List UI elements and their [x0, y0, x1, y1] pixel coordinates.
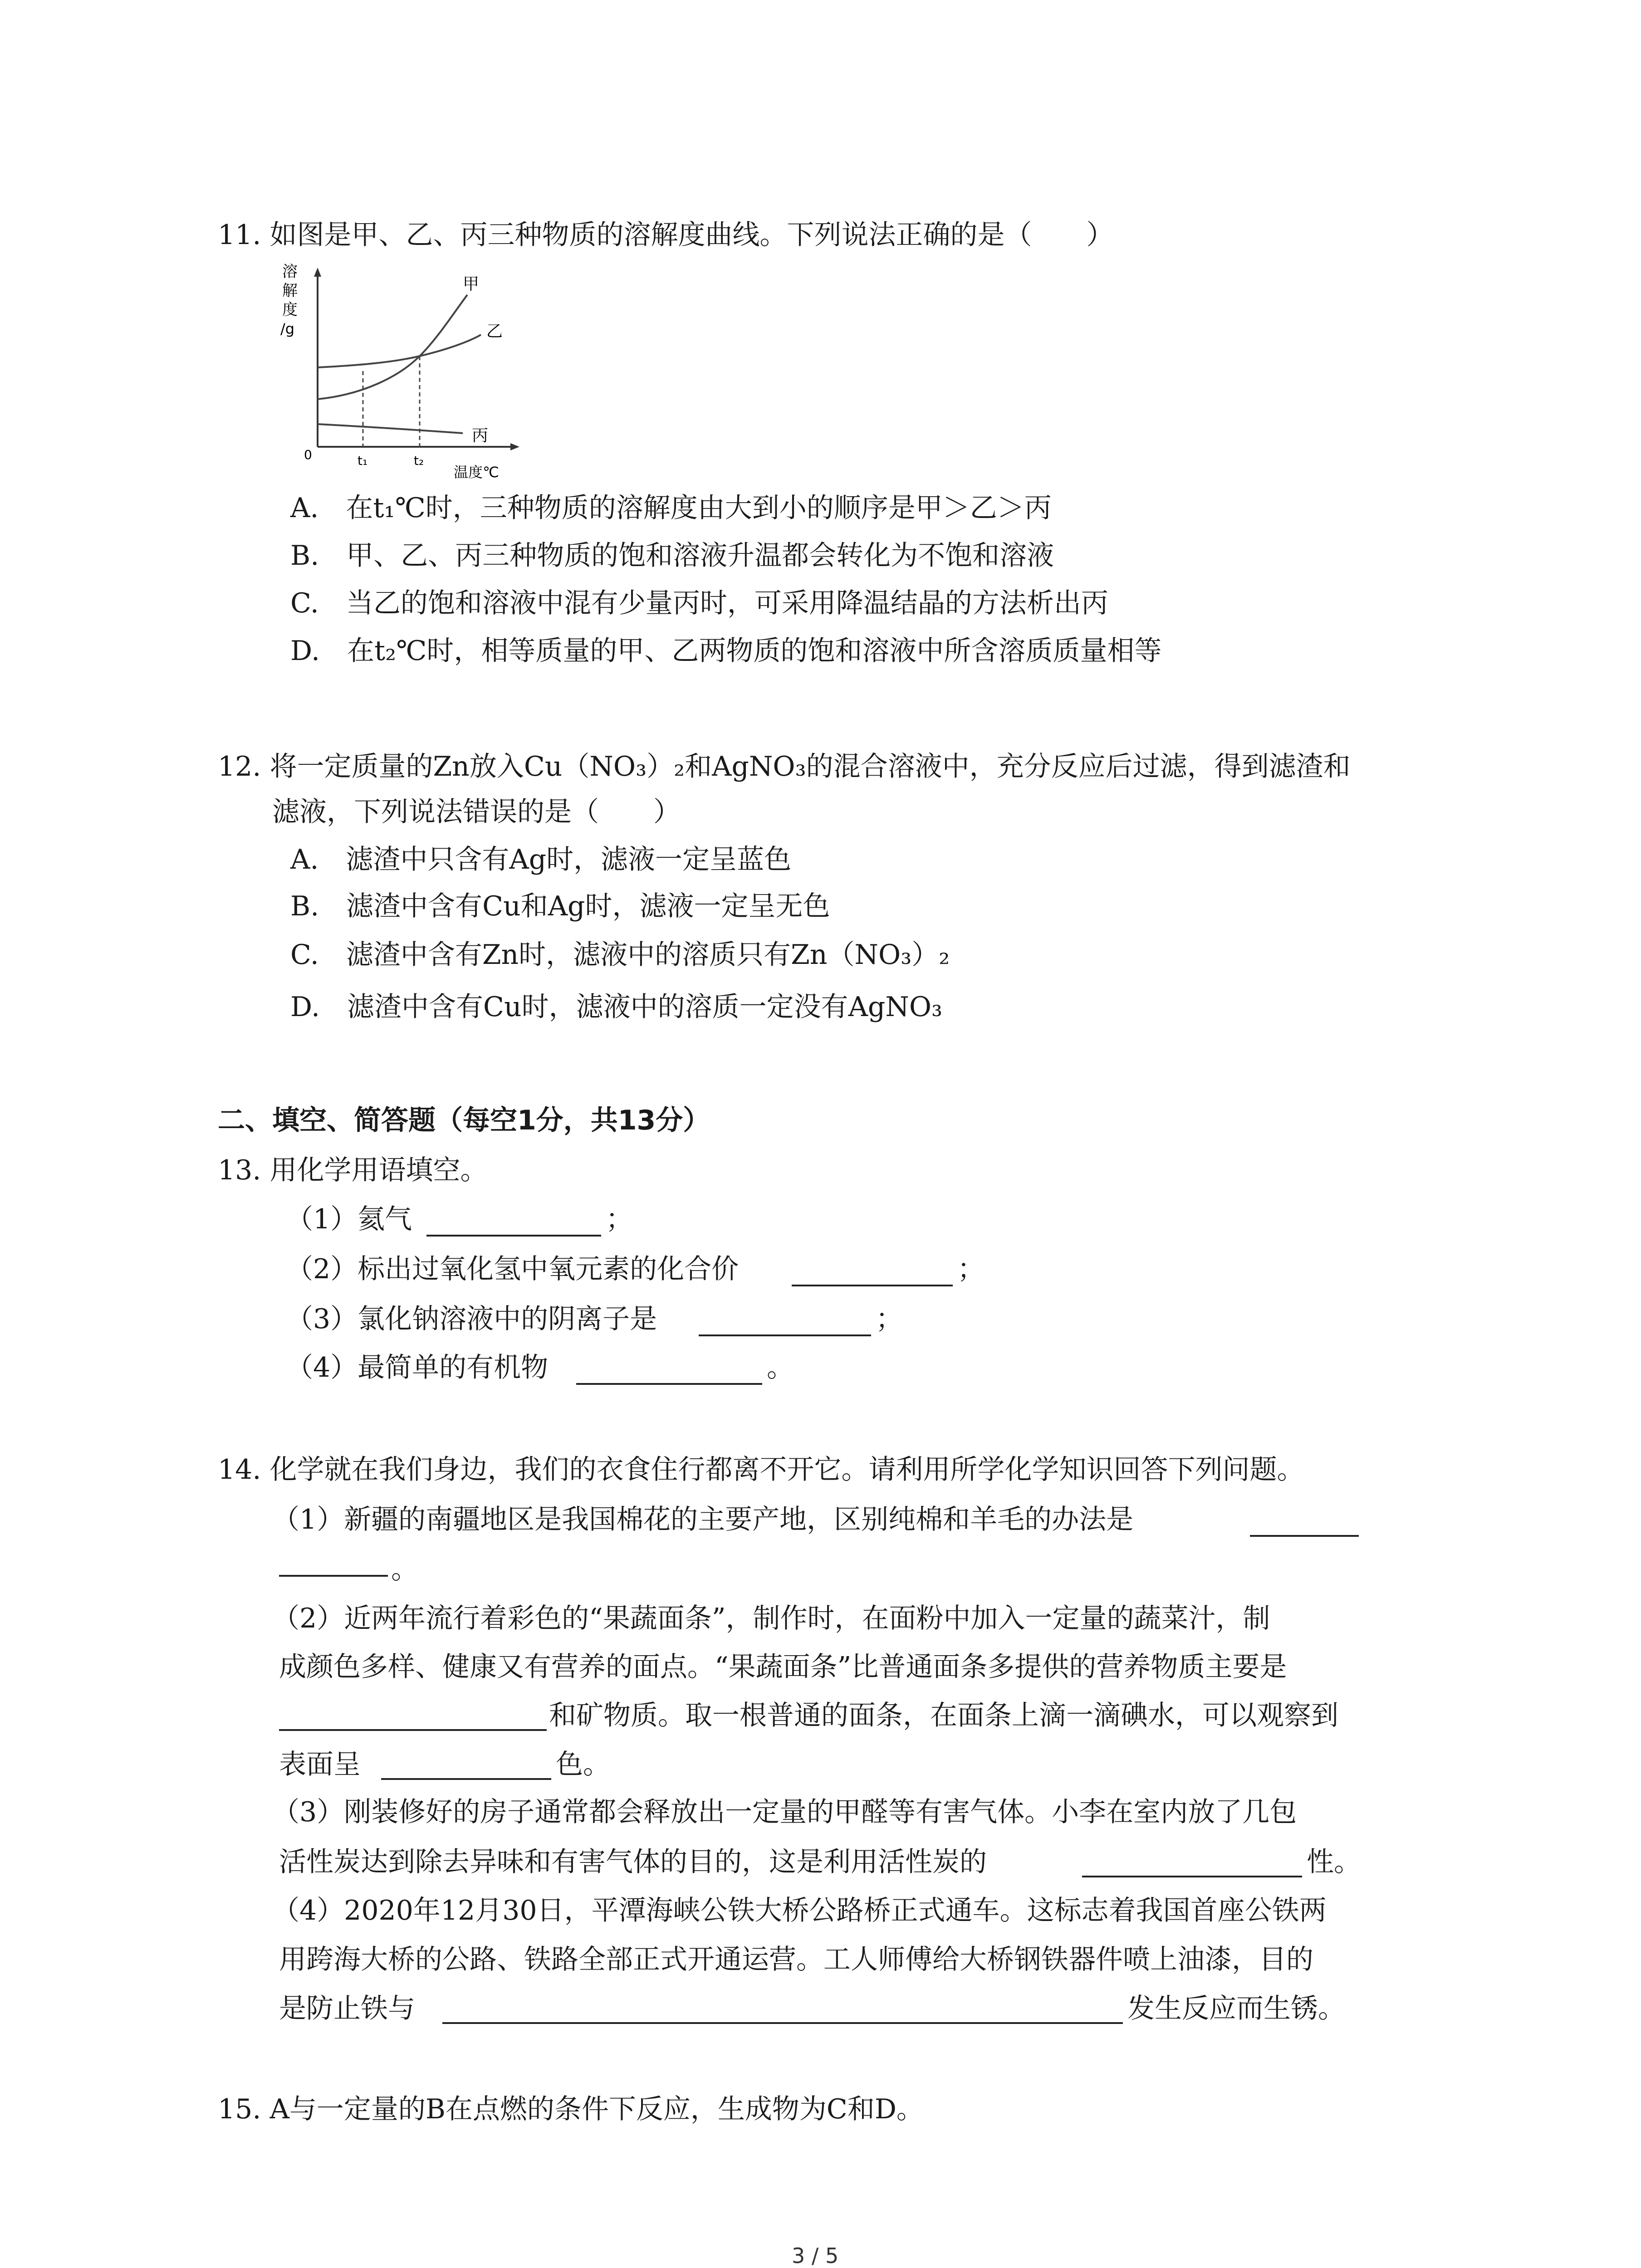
page-number: 3 / 5: [792, 2244, 839, 2268]
t1-label: t₁: [358, 453, 368, 468]
q13-blank2[interactable]: [792, 1285, 953, 1286]
curve-jia: [318, 295, 467, 399]
q12-stem-line1: 12. 将一定质量的Zn放入Cu（NO₃）₂和AgNO₃的混合溶液中，充分反应后过滤，得到滤渣和: [218, 751, 1351, 782]
q14-part1-line1: （1）新疆的南疆地区是我国棉花的主要产地，区别纯棉和羊毛的办法是: [272, 1504, 1134, 1535]
series-label-bing: 丙: [472, 426, 489, 445]
q15-stem: 15. A与一定量的B在点燃的条件下反应，生成物为C和D。: [218, 2093, 924, 2125]
q14-part2-line2: 成颜色多样、健康又有营养的面点。“果蔬面条”比普通面条多提供的营养物质主要是: [279, 1651, 1287, 1683]
q13-part2-end: ；: [957, 1253, 985, 1285]
q12-option-a: A. 滤渣中只含有Ag时，滤液一定呈蓝色: [290, 844, 792, 875]
q13-blank1[interactable]: [426, 1235, 601, 1237]
q14-stem: 14. 化学就在我们身边，我们的衣食住行都离不开它。请利用所学化学知识回答下列问题。: [218, 1454, 1304, 1486]
q13-stem: 13. 用化学用语填空。: [218, 1154, 488, 1186]
curve-yi: [318, 335, 481, 367]
series-label-yi: 乙: [486, 322, 503, 341]
t2-label: t₂: [414, 453, 424, 468]
q13-part4: （4）最简单的有机物: [286, 1352, 549, 1383]
chart-xlabel: 温度℃: [454, 464, 499, 481]
q14-blank2-b[interactable]: [381, 1778, 551, 1780]
chart-x-arrow: [510, 443, 519, 450]
q11-option-a: A. 在t₁℃时，三种物质的溶解度由大到小的顺序是甲＞乙＞丙: [290, 492, 1052, 524]
q13-part1-end: ；: [606, 1203, 633, 1235]
chart-ylabel-4: /g: [280, 320, 295, 337]
q11-stem: 11. 如图是甲、乙、丙三种物质的溶解度曲线。下列说法正确的是（ ）: [218, 219, 1114, 251]
q14-blank2-a[interactable]: [279, 1729, 547, 1731]
q14-part4-line3: 是防止铁与: [279, 1993, 415, 2024]
chart-y-arrow: [314, 268, 321, 277]
q14-blank4[interactable]: [442, 2022, 1123, 2024]
chart-origin: 0: [304, 447, 312, 462]
q13-part4-end: 。: [767, 1352, 794, 1383]
q13-part1: （1）氦气: [286, 1203, 412, 1235]
q14-blank1-b[interactable]: [279, 1575, 388, 1577]
q14-part2-end: 色。: [556, 1749, 610, 1780]
q13-part2: （2）标出过氧化氢中氧元素的化合价: [286, 1253, 739, 1285]
chart-ylabel-3: 度: [282, 301, 298, 319]
q13-blank3[interactable]: [699, 1334, 871, 1336]
q13-part3: （3）氯化钠溶液中的阴离子是: [286, 1303, 657, 1335]
chart-ylabel-1: 溶: [282, 263, 298, 281]
q14-part2-line1: （2）近两年流行着彩色的“果蔬面条”，制作时，在面粉中加入一定量的蔬菜汁，制: [272, 1603, 1270, 1634]
q14-part2-line3: 和矿物质。取一根普通的面条，在面条上滴一滴碘水，可以观察到: [549, 1700, 1338, 1731]
q14-part3-line1: （3）刚装修好的房子通常都会释放出一定量的甲醛等有害气体。小李在室内放了几包: [272, 1796, 1297, 1828]
q11-option-b: B. 甲、乙、丙三种物质的饱和溶液升温都会转化为不饱和溶液: [290, 540, 1054, 572]
q14-blank3[interactable]: [1082, 1876, 1302, 1877]
series-label-jia: 甲: [463, 275, 480, 293]
q14-blank1-a[interactable]: [1250, 1535, 1359, 1537]
q12-stem-line2: 滤液，下列说法错误的是（ ）: [272, 796, 681, 828]
solubility-chart: [272, 263, 535, 481]
q13-part3-end: ；: [876, 1303, 903, 1335]
curve-bing: [318, 424, 463, 433]
chart-ylabel-2: 解: [282, 282, 298, 300]
q14-part4-end: 发生反应而生锈。: [1127, 1993, 1345, 2024]
section-2-heading: 二、填空、简答题（每空1分，共13分）: [218, 1105, 710, 1136]
q12-option-d: D. 滤渣中含有Cu时，滤液中的溶质一定没有AgNO₃: [290, 991, 943, 1023]
q14-part1-end: 。: [391, 1554, 418, 1585]
q14-part4-line1: （4）2020年12月30日，平潭海峡公铁大桥公路桥正式通车。这标志着我国首座公铁两: [272, 1895, 1327, 1926]
q14-part2-line4: 表面呈: [279, 1749, 361, 1780]
q14-part4-line2: 用跨海大桥的公路、铁路全部正式开通运营。工人师傅给大桥钢铁器件喷上油漆，目的: [279, 1944, 1313, 1975]
q11-option-d: D. 在t₂℃时，相等质量的甲、乙两物质的饱和溶液中所含溶质质量相等: [290, 635, 1162, 667]
q13-blank4[interactable]: [576, 1383, 762, 1385]
q14-part3-end: 性。: [1307, 1846, 1361, 1878]
q12-option-b: B. 滤渣中含有Cu和Ag时，滤液一定呈无色: [290, 890, 830, 922]
q12-option-c: C. 滤渣中含有Zn时，滤液中的溶质只有Zn（NO₃）₂: [290, 939, 950, 971]
q14-part3-line2: 活性炭达到除去异味和有害气体的目的，这是利用活性炭的: [279, 1846, 987, 1878]
q11-option-c: C. 当乙的饱和溶液中混有少量丙时，可采用降温结晶的方法析出丙: [290, 587, 1108, 619]
